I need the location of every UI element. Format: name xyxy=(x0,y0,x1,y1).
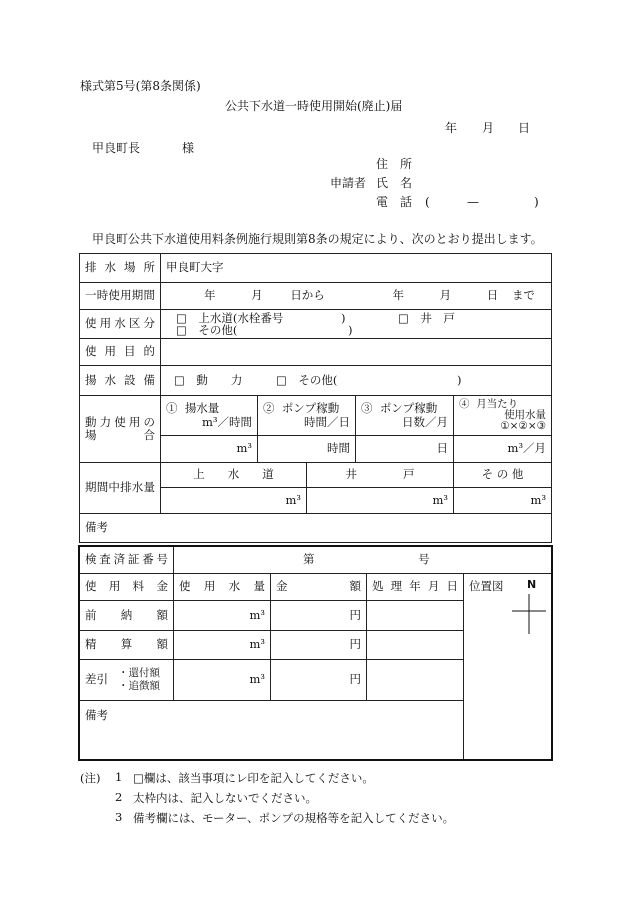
pump-options[interactable]: □ 動 力 □ その他( ) xyxy=(161,366,552,396)
settlement-amount[interactable]: m³ xyxy=(174,631,271,660)
location-map[interactable] xyxy=(464,574,552,760)
cert-value[interactable]: 第 号 xyxy=(174,547,552,574)
diff-date[interactable] xyxy=(367,660,464,701)
addressee-honorific: 様 xyxy=(182,141,195,155)
phone-close: ) xyxy=(534,195,539,209)
date-year: 年 xyxy=(445,121,458,135)
note-3-num: 3 xyxy=(115,810,123,824)
date-day: 日 xyxy=(518,121,531,135)
date-month: 月 xyxy=(482,121,495,135)
note-1-text: □欄は、該当事項にレ印を記入してください。 xyxy=(133,771,374,785)
lower-table xyxy=(79,546,552,760)
purpose-value[interactable] xyxy=(161,339,552,366)
phone-dash: — xyxy=(467,195,479,209)
discharge-head-well: 井 戸 xyxy=(307,463,454,488)
power-flow-value[interactable]: m³ xyxy=(161,436,258,463)
power-hours-value[interactable]: 時間 xyxy=(258,436,356,463)
diff-money[interactable]: 円 xyxy=(271,660,367,701)
settlement-money[interactable]: 円 xyxy=(271,631,367,660)
discharge-tap-value[interactable]: m³ xyxy=(161,488,307,514)
place-value[interactable]: 甲良町大字 xyxy=(161,254,552,283)
cert-label: 検査済証番号 xyxy=(80,547,174,574)
note-3-text: 備考欄には、モーター、ポンプの規格等を記入してください。 xyxy=(133,811,455,825)
power-col-days: ③ ポンプ稼動 日数／月 xyxy=(356,396,454,436)
power-monthly-value[interactable]: m³／月 xyxy=(454,436,552,463)
intro-text: 甲良町公共下水道使用料条例施行規則第8条の規定により、次のとおり提出します。 xyxy=(92,232,543,246)
note-2-num: 2 xyxy=(115,790,123,804)
prepaid-date[interactable] xyxy=(367,601,464,631)
power-col-flow: ① 揚水量 m³／時間 xyxy=(161,396,258,436)
fee-label: 使用料金 xyxy=(80,574,174,601)
lower-remarks[interactable]: 備考 xyxy=(80,701,464,760)
settlement-label: 精算額 xyxy=(80,631,174,660)
discharge-head-other: そ の 他 xyxy=(454,463,552,488)
note-1-num: 1 xyxy=(115,770,123,784)
discharge-label: 期間中排水量 xyxy=(80,463,161,514)
form-title: 公共下水道一時使用開始(廃止)届 xyxy=(225,99,403,113)
discharge-other-value[interactable]: m³ xyxy=(454,488,552,514)
prepaid-label: 前納額 xyxy=(80,601,174,631)
prepaid-amount[interactable]: m³ xyxy=(174,601,271,631)
water-type-options[interactable]: □ 上水道(水栓番号 ) □ 井 戸 □ その他( ) xyxy=(161,310,552,339)
upper-remarks[interactable]: 備考 xyxy=(80,514,552,543)
upper-table xyxy=(79,253,552,543)
diff-label: 差引 ・還付額 ・追徴額 xyxy=(80,660,174,701)
date-header: 処理年月日 xyxy=(367,574,464,601)
purpose-label: 使用目的 xyxy=(80,339,161,366)
addressee-name: 甲良町長 xyxy=(92,141,141,155)
applicant-name-label: 氏 名 xyxy=(376,176,413,190)
water-opt-well[interactable]: □ 井 戸 xyxy=(398,311,455,325)
applicant-phone-label: 電 話 xyxy=(376,195,413,209)
phone-open: ( xyxy=(425,195,430,209)
water-type-label: 使用水区分 xyxy=(80,310,161,339)
form-number: 様式第5号(第8条関係) xyxy=(80,79,201,93)
applicant-address-label: 住 所 xyxy=(376,157,413,171)
discharge-head-tap: 上 水 道 xyxy=(161,463,307,488)
water-opt-tap[interactable]: □ 上水道(水栓番号 xyxy=(176,311,284,325)
pump-label: 揚水設備 xyxy=(80,366,161,396)
notes-prefix: (注) xyxy=(80,771,101,785)
location-map-label: 位置図 xyxy=(469,579,504,593)
prepaid-money[interactable]: 円 xyxy=(271,601,367,631)
period-value[interactable]: 年 月 日から 年 月 日 まで xyxy=(161,283,552,310)
amount-header: 使用水量 xyxy=(174,574,271,601)
settlement-date[interactable] xyxy=(367,631,464,660)
pump-opt-power[interactable]: □ 動 力 xyxy=(174,372,243,387)
power-col-monthly: ④ 月当たり 使用水量 ①×②×③ xyxy=(454,396,552,436)
diff-amount[interactable]: m³ xyxy=(174,660,271,701)
power-days-value[interactable]: 日 xyxy=(356,436,454,463)
north-label: N xyxy=(527,578,537,591)
power-label: 動力使用の 場 合 xyxy=(80,396,161,463)
pump-opt-other[interactable]: □ その他( xyxy=(276,372,338,387)
water-opt-other[interactable]: □ その他( xyxy=(176,323,238,337)
power-col-hours: ② ポンプ稼動 時間／日 xyxy=(258,396,356,436)
period-label: 一時使用期間 xyxy=(80,283,161,310)
note-2-text: 太枠内は、記入しないでください。 xyxy=(133,791,317,805)
money-header: 金額 xyxy=(271,574,367,601)
discharge-well-value[interactable]: m³ xyxy=(307,488,454,514)
place-label: 排水場所 xyxy=(80,254,161,283)
north-arrow-icon xyxy=(512,594,546,634)
applicant-label: 申請者 xyxy=(330,176,367,190)
